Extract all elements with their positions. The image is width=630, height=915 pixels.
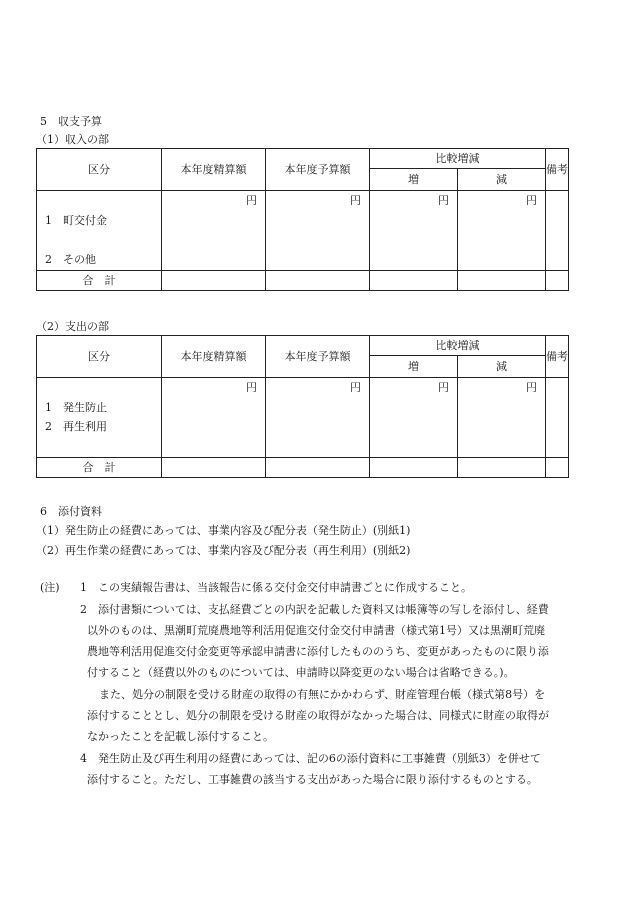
total-cell: [266, 271, 370, 291]
attachment-item: （1）発生防止の経費にあっては、事業内容及び配分表（発生防止）(別紙1): [36, 524, 411, 537]
note-text: 添付書類については、支払経費ごとの内訳を記載した資料又は帳簿等の写しを添付し、経費: [98, 603, 549, 616]
header-settled: 本年度精算額: [162, 149, 266, 191]
header-decrease: 減: [458, 356, 546, 378]
budget-cell: 円: [266, 191, 370, 271]
note-text: また、処分の制限を受ける財産の取得の有無にかかわらず、財産管理台帳（様式第8号）を: [99, 688, 546, 701]
decrease-cell: 円: [458, 191, 546, 271]
note-number: 2: [80, 603, 87, 616]
note-text: 添付すること。ただし、工事雑費の該当する支出があった場合に限り添付するものとする。: [87, 773, 538, 786]
header-remarks: 備考: [546, 149, 569, 191]
total-cell: [546, 458, 569, 478]
item-label: 1 町交付金: [45, 214, 107, 227]
items-cell: [37, 378, 162, 458]
note-text: この実績報告書は、当該報告に係る交付金交付申請書ごとに作成すること。: [98, 581, 472, 594]
total-cell: [458, 458, 546, 478]
settled-cell: 円: [162, 378, 266, 458]
total-label: 合 計: [37, 271, 162, 291]
attachment-item: （2）再生作業の経費にあっては、事業内容及び配分表（再生利用）(別紙2): [36, 544, 411, 557]
header-category: 区分: [37, 149, 162, 191]
items-cell: [37, 191, 162, 271]
budget-cell: 円: [266, 378, 370, 458]
settled-cell: 円: [162, 191, 266, 271]
remarks-cell: [546, 191, 569, 271]
total-cell: [458, 271, 546, 291]
total-cell: [266, 458, 370, 478]
item-label: 1 発生防止: [45, 401, 107, 414]
section5-title: 5 収支予算: [40, 115, 102, 128]
increase-cell: 円: [370, 191, 458, 271]
total-cell: [162, 271, 266, 291]
header-remarks: 備考: [546, 336, 569, 378]
header-compare: 比較増減: [370, 336, 546, 356]
header-budget: 本年度予算額: [266, 336, 370, 378]
expense-table: [36, 335, 569, 478]
header-compare: 比較増減: [370, 149, 546, 169]
item-label: 2 再生利用: [45, 420, 107, 433]
note-text: 付すること（経費以外のものについては、申請時以降変更のない場合は省略できる。)。: [87, 666, 515, 679]
note-number: 4: [80, 752, 87, 765]
note-text: 農地等利活用促進交付金変更等承認申請書に添付したもののうち、変更があったものに限り添: [87, 645, 549, 658]
note-text: 添付することとし、処分の制限を受ける財産の取得がなかった場合は、同様式に財産の取得が: [87, 709, 549, 722]
expense-subtitle: （2）支出の部: [36, 320, 109, 333]
header-budget: 本年度予算額: [266, 149, 370, 191]
total-cell: [546, 271, 569, 291]
total-cell: [370, 458, 458, 478]
note-text: 以外のものは、黒潮町荒廃農地等利活用促進交付金交付申請書（様式第1号）又は黒潮町荒廃: [87, 624, 545, 637]
note-text: なかったことを記載し添付すること。: [87, 730, 274, 743]
total-cell: [370, 271, 458, 291]
section6-title: 6 添付資料: [40, 505, 102, 518]
total-label: 合 計: [37, 458, 162, 478]
header-increase: 増: [370, 169, 458, 191]
item-label: 2 その他: [45, 253, 96, 266]
header-settled: 本年度精算額: [162, 336, 266, 378]
header-category: 区分: [37, 336, 162, 378]
notes-label: (注): [40, 581, 60, 594]
note-text: 発生防止及び再生利用の経費にあっては、記の6の添付資料に工事雑費（別紙3）を併せて: [98, 752, 541, 765]
income-table: [36, 148, 569, 291]
total-cell: [162, 458, 266, 478]
increase-cell: 円: [370, 378, 458, 458]
income-subtitle: （1）収入の部: [36, 133, 109, 146]
header-decrease: 減: [458, 169, 546, 191]
decrease-cell: 円: [458, 378, 546, 458]
remarks-cell: [546, 378, 569, 458]
note-number: 1: [80, 581, 87, 594]
header-increase: 増: [370, 356, 458, 378]
